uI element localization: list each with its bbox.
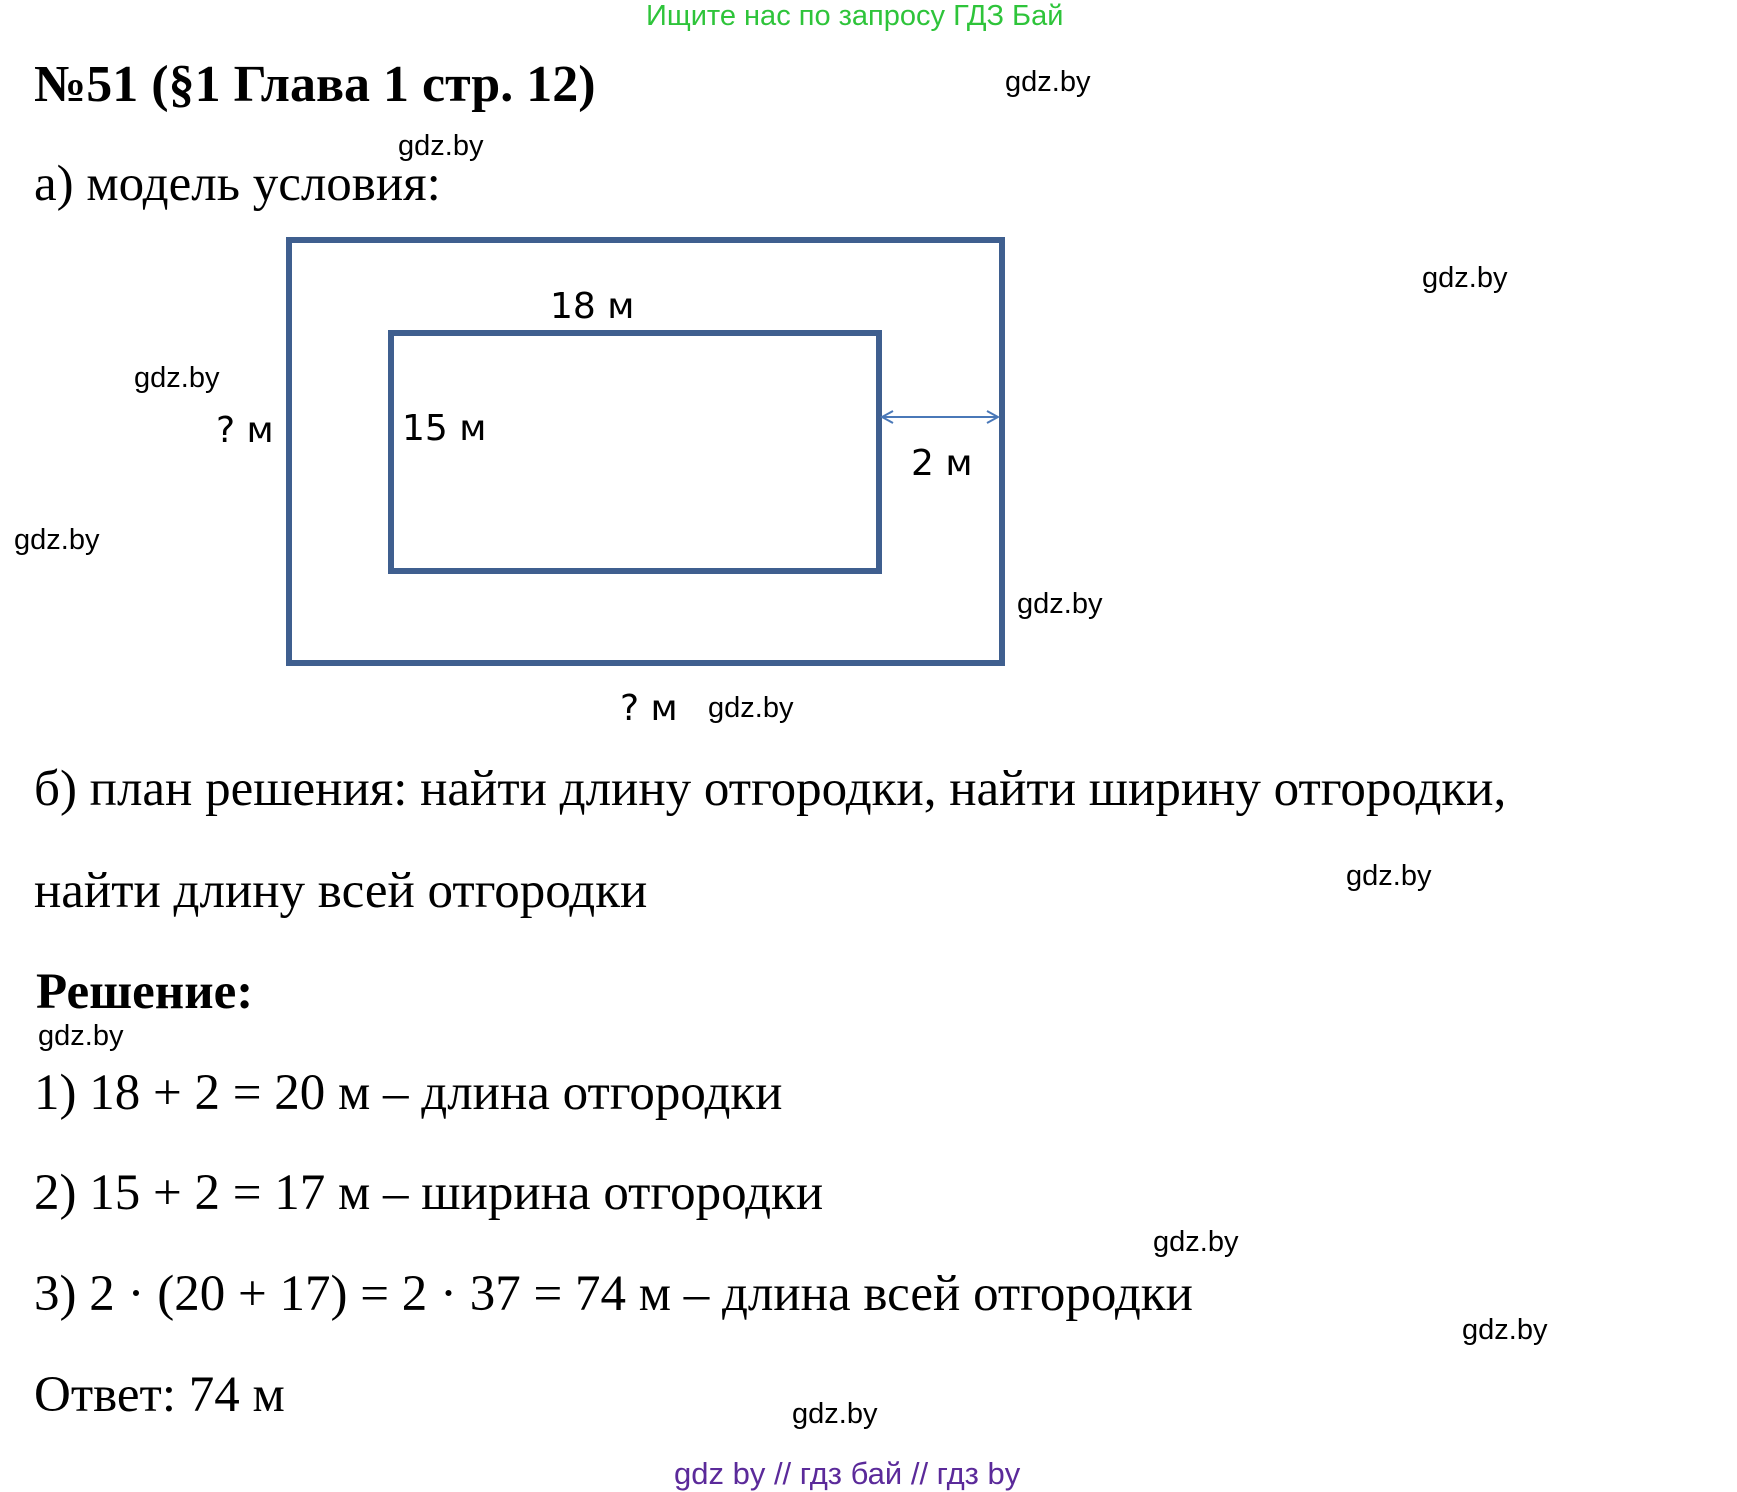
solution-heading: Решение:: [36, 964, 254, 1020]
watermark: gdz.by: [792, 1398, 878, 1430]
part-b-line2: найти длину всей отгородки: [34, 863, 648, 919]
watermark: gdz.by: [398, 130, 484, 162]
inner-rectangle: [391, 333, 879, 571]
outer-bottom-label: ? м: [620, 688, 678, 729]
watermark: gdz.by: [1153, 1226, 1239, 1258]
watermark: gdz.by: [1017, 588, 1103, 620]
solution-step-3: 3) 2 · (20 + 17) = 2 · 37 = 74 м – длина всей отгородки: [34, 1266, 1193, 1322]
footer-links: gdz by // гдз бай // гдз by: [674, 1456, 1021, 1491]
solution-step-1: 1) 18 + 2 = 20 м – длина отгородки: [34, 1065, 783, 1121]
search-banner: Ищите нас по запросу ГДЗ Бай: [646, 0, 1064, 32]
watermark: gdz.by: [38, 1020, 124, 1052]
watermark: gdz.by: [14, 524, 100, 556]
problem-title: №51 (§1 Глава 1 стр. 12): [34, 56, 596, 113]
gap-label: 2 м: [911, 443, 973, 484]
outer-side-label: ? м: [216, 410, 274, 451]
inner-side-label: 15 м: [402, 408, 487, 449]
answer-line: Ответ: 74 м: [34, 1367, 285, 1423]
watermark: gdz.by: [1462, 1314, 1548, 1346]
part-a-label: а) модель условия:: [34, 156, 441, 212]
solution-step-2: 2) 15 + 2 = 17 м – ширина отгородки: [34, 1165, 824, 1221]
watermark: gdz.by: [1346, 860, 1432, 892]
inner-top-label: 18 м: [550, 286, 635, 327]
watermark: gdz.by: [1422, 262, 1508, 294]
watermark: gdz.by: [1005, 66, 1091, 98]
outer-rectangle: [289, 240, 1002, 663]
watermark: gdz.by: [134, 362, 220, 394]
watermark: gdz.by: [708, 692, 794, 724]
part-b-line1: б) план решения: найти длину отгородки, найти ширину отгородки,: [34, 761, 1507, 817]
